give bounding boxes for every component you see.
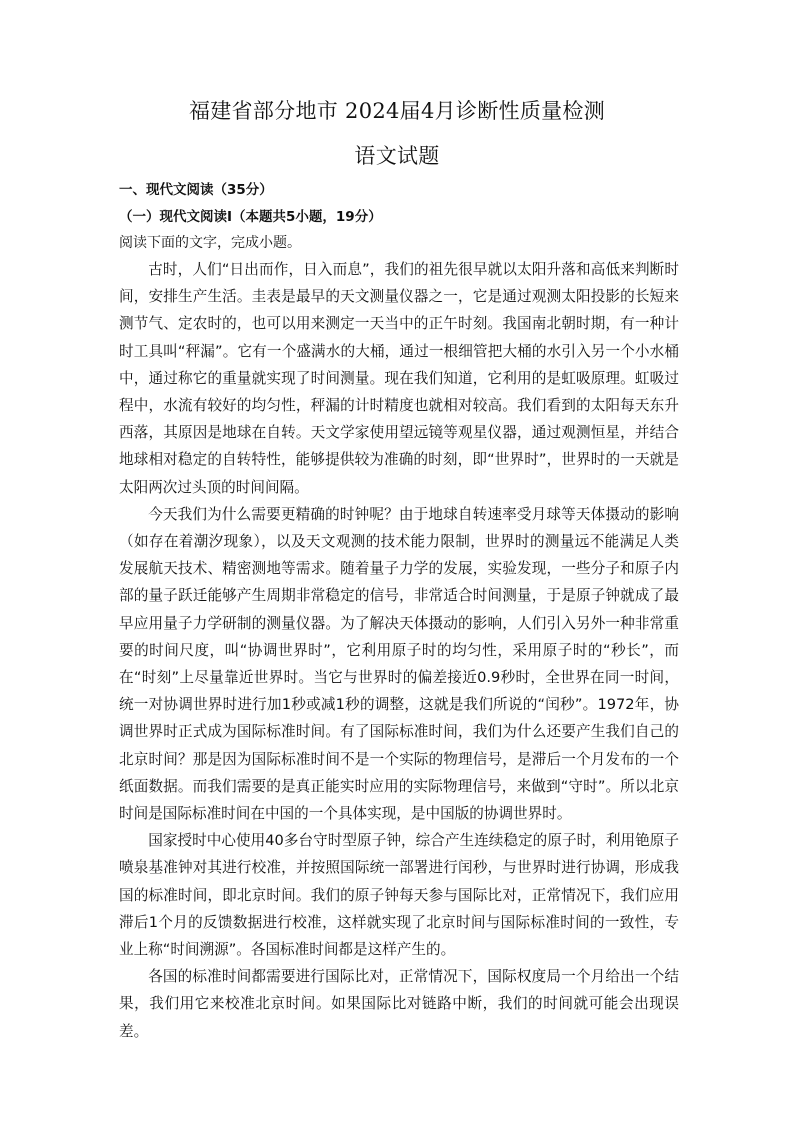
passage-paragraph: 今天我们为什么需要更精确的时钟呢？由于地球自转速率受月球等天体摄动的影响（如存在着潮汐现象），以及天文观测的技术能力限制，世界时的测量远不能满足人类发展航天技术、精密测地等需求。随着量子力学的发展，实验发现，一些分子和原子内部的量子跃迁能够产生周期非常稳定的信号，非常适合时间测量，于是原子钟就成了最早应用量子力学研制的测量仪器。为了解决天体摄动的影响，人们引入另外一种非常重要的时间尺度，叫“协调世界时”，它利用原子时的均匀性，采用原子时的“秒长”，而在“时刻”上尽量靠近世界时。当它与世界时的偏差接近0.9秒时，全世界在同一时间，统一对协调世界时进行加1秒或减1秒的调整，这就是我们所说的“闰秒”。1972年，协调世界时正式成为国际标准时间。有了国际标准时间，我们为什么还要产生我们自己的北京时间？那是因为国际标准时间不是一个实际的物理信号，是滞后一个月发布的一个纸面数据。而我们需要的是真正能实时应用的实际物理信号，来做到“守时”。所以北京时间是国际标准时间在中国的一个具体实现，是中国版的协调世界时。 [119, 505, 679, 823]
section-heading: 一、现代文阅读（35分） [119, 182, 273, 198]
passage-paragraph: 古时，人们“日出而作，日入而息”，我们的祖先很早就以太阳升落和高低来判断时间，安排生产生活。圭表是最早的天文测量仪器之一，它是通过观测太阳投影的长短来测节气、定农时的，也可以用来测定一天当中的正午时刻。我国南北朝时期，有一种计时工具叫“秤漏”。它有一个盛满水的大桶，通过一根细管把大桶的水引入另一个小水桶中，通过称它的重量就实现了时间测量。现在我们知道，它利用的是虹吸原理。虹吸过程中，水流有较好的均匀性，秤漏的计时精度也就相对较高。我们看到的太阳每天东升西落，其原因是地球在自转。天文学家使用望远镜等观星仪器，通过观测恒星，并结合地球相对稳定的自转特性，能够提供较为准确的时刻，即“世界时”，世界时的一天就是太阳两次过头顶的时间间隔。 [119, 261, 679, 496]
page-subtitle: 语文试题 [354, 144, 440, 168]
subsection-heading: （一）现代文阅读Ⅰ（本题共5小题，19分） [119, 209, 382, 225]
passage-paragraph: 国家授时中心使用40多台守时型原子钟，综合产生连续稳定的原子时，利用铯原子喷泉基准钟对其进行校准，并按照国际统一部署进行闰秒，与世界时进行协调，形成我国的标准时间，即北京时间。我们的原子钟每天参与国际比对，正常情况下，我们应用滞后1个月的反馈数据进行校准，这样就实现了北京时间与国际标准时间的一致性，专业上称“时间溯源”。各国标准时间都是这样产生的。 [119, 832, 679, 959]
reading-passage [119, 256, 679, 1045]
reading-instruction: 阅读下面的文字，完成小题。 [119, 235, 301, 251]
page-title: 福建省部分地市 2024届4月诊断性质量检测 [188, 99, 606, 123]
passage-paragraph: 各国的标准时间都需要进行国际比对，正常情况下，国际权度局一个月给出一个结果，我们用它来校准北京时间。如果国际比对链路中断，我们的时间就可能会出现误差。 [119, 968, 679, 1040]
